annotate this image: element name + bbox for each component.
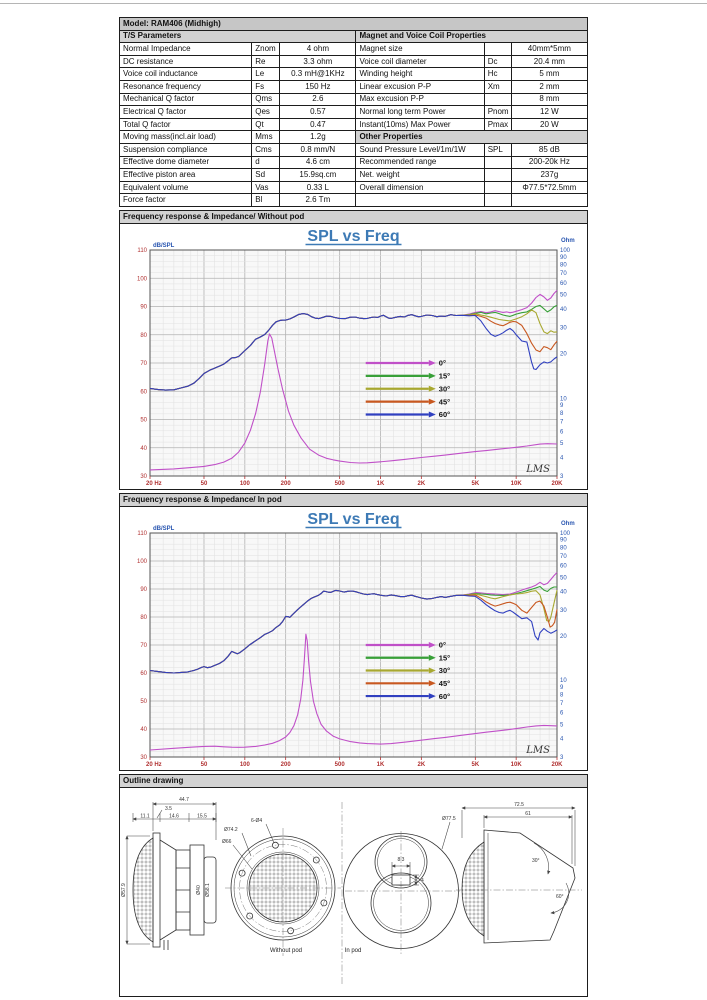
y-left-tick-label: 100: [136, 558, 147, 565]
spec-symbol: [484, 169, 511, 182]
x-tick-label: 1K: [376, 761, 385, 768]
y-right-tick-label: 60: [560, 280, 567, 287]
x-tick-label: 500: [334, 761, 345, 768]
grid: [150, 250, 557, 476]
spec-value: 8 mm: [511, 93, 587, 106]
table-header-row: [120, 30, 588, 43]
legend-label-45deg: 45°: [438, 397, 451, 407]
left-axis-caption: dB/SPL: [153, 525, 175, 532]
spec-value: 12 W: [511, 106, 587, 119]
y-left-tick-label: 90: [140, 586, 147, 593]
spec-symbol: d: [252, 156, 280, 169]
y-right-tick-label: 5: [560, 722, 564, 729]
spec-symbol: Vas: [252, 181, 280, 194]
spec-label: Sound Pressure Level/1m/1W: [356, 143, 484, 156]
dim-40: Ø40: [196, 885, 202, 895]
driver-front-view: [222, 818, 341, 956]
table-row: [120, 169, 588, 182]
x-tick-label: 200: [280, 480, 291, 487]
y-right-tick-label: 30: [560, 607, 567, 614]
x-tick-label: 50: [200, 480, 208, 487]
table-row: [120, 156, 588, 169]
right-axis-caption: Ohm: [561, 520, 575, 527]
grid: [150, 533, 557, 757]
y-left-tick-label: 110: [137, 530, 147, 537]
spec-label: Linear excusion P-P: [356, 80, 484, 93]
y-left-tick-label: 90: [140, 304, 147, 311]
y-right-tick-label: 6: [560, 429, 564, 436]
dim-seg3: 15.5: [197, 813, 207, 820]
spec-symbol: Pmax: [484, 118, 511, 131]
spl-chart-in-pod: [120, 507, 587, 770]
x-tick-label: 1K: [376, 480, 385, 487]
y-right-tick-label: 7: [560, 419, 564, 426]
spec-label: Effective dome diameter: [120, 156, 252, 169]
spec-label: Winding height: [356, 68, 484, 81]
spec-value: 4 ohm: [280, 43, 356, 56]
spec-label: Voice coil inductance: [120, 68, 252, 81]
y-left-tick-label: 100: [136, 276, 147, 283]
spec-label: Overall dimension: [356, 181, 484, 194]
spec-value: 0.8 mm/N: [280, 143, 356, 156]
spec-label: Resonance frequency: [120, 80, 252, 93]
y-right-tick-label: 80: [560, 545, 567, 552]
y-left-tick-label: 110: [137, 247, 147, 254]
lms-signature: LMS: [526, 744, 550, 756]
spec-value: 237g: [511, 169, 587, 182]
spec-label: Magnet size: [356, 43, 484, 56]
spec-value: 200-20k Hz: [511, 156, 587, 169]
dim-neck-width: 8.3: [397, 856, 405, 863]
spec-label: Force factor: [120, 194, 252, 207]
section-header-without-pod: Frequency response & Impedance/ Without pod: [119, 210, 588, 223]
legend-label-30deg: 30°: [438, 384, 451, 394]
spec-label: Electrical Q factor: [120, 106, 252, 119]
dim-581: Ø58.1: [205, 883, 211, 897]
table-row: [120, 118, 588, 131]
y-right-tick-label: 3: [560, 473, 564, 480]
spec-value: 0.57: [280, 106, 356, 119]
y-right-tick-label: 20: [560, 633, 567, 640]
legend-label-15deg: 15°: [438, 371, 451, 381]
spec-symbol: Bl: [252, 194, 280, 207]
spec-label: [356, 194, 484, 207]
right-axis-caption: Ohm: [561, 237, 575, 244]
y-right-tick-label: 9: [560, 403, 564, 410]
legend-label-15deg: 15°: [438, 653, 451, 663]
other-properties-header: Other Properties: [356, 131, 588, 144]
lms-signature: LMS: [526, 463, 550, 475]
y-right-tick-label: 60: [560, 563, 567, 570]
spec-label: Equivalent volume: [120, 181, 252, 194]
spec-value: 2.6 Tm: [280, 194, 356, 207]
spec-label: Mechanical Q factor: [120, 93, 252, 106]
y-right-tick-label: 8: [560, 692, 564, 699]
section-header-in-pod: Frequency response & Impedance/ In pod: [119, 493, 588, 506]
spec-symbol: Znom: [252, 43, 280, 56]
spec-symbol: [484, 43, 511, 56]
spec-label: DC resistance: [120, 55, 252, 68]
table-row: [120, 80, 588, 93]
spec-label: Net. weight: [356, 169, 484, 182]
page-top-rule: [0, 3, 707, 4]
x-tick-label: 500: [334, 480, 345, 487]
y-right-tick-label: 20: [560, 351, 567, 358]
x-tick-label: 2K: [417, 480, 426, 487]
y-left-tick-label: 30: [140, 754, 147, 761]
spec-symbol: Xm: [484, 80, 511, 93]
spec-value: 4.6 cm: [280, 156, 356, 169]
y-right-tick-label: 70: [560, 553, 567, 560]
spec-value: 0.3 mH@1KHz: [280, 68, 356, 81]
spec-value: 2.6: [280, 93, 356, 106]
y-right-tick-label: 50: [560, 575, 567, 582]
dim-seg2: 14.6: [169, 813, 179, 820]
y-right-tick-label: 80: [560, 262, 567, 269]
x-tick-label: 100: [239, 480, 250, 487]
spec-label: Voice coil diameter: [356, 55, 484, 68]
y-left-tick-label: 40: [140, 445, 147, 452]
spec-label: Total Q factor: [120, 118, 252, 131]
spec-table-body: [120, 18, 588, 207]
y-right-tick-label: 3: [560, 754, 564, 761]
x-tick-label: 20 Hz: [146, 480, 162, 487]
y-left-tick-label: 30: [140, 473, 147, 480]
x-tick-label: 20K: [551, 761, 563, 768]
y-right-tick-label: 90: [560, 537, 567, 544]
y-right-tick-label: 8: [560, 410, 564, 417]
section-header-outline: Outline drawing: [119, 774, 588, 787]
x-tick-label: 5K: [471, 761, 480, 768]
ts-parameters-header: T/S Parameters: [120, 30, 356, 43]
spec-label: Max excusion P-P: [356, 93, 484, 106]
y-right-tick-label: 4: [560, 455, 564, 462]
sheet: [119, 17, 588, 997]
x-tick-label: 20K: [551, 480, 563, 487]
spec-symbol: Dc: [484, 55, 511, 68]
x-tick-label: 5K: [471, 480, 480, 487]
without-pod-label: Without pod: [269, 947, 303, 954]
dim-pod-diameter: Ø77.5: [442, 815, 456, 822]
x-tick-label: 10K: [510, 480, 522, 487]
y-right-tick-label: 70: [560, 270, 567, 277]
spec-symbol: [484, 156, 511, 169]
table-row: [120, 43, 588, 56]
spec-label: Recommended range: [356, 156, 484, 169]
spec-label: Suspension compliance: [120, 143, 252, 156]
dim-bolt-circle: Ø74.2: [224, 826, 238, 833]
dim-mount-holes: 6-Ø4: [251, 817, 263, 824]
spec-symbol: Qes: [252, 106, 280, 119]
table-row: [120, 143, 588, 156]
spec-value: 3.3 ohm: [280, 55, 356, 68]
spec-label: Moving mass(incl.air load): [120, 131, 252, 144]
y-right-tick-label: 9: [560, 684, 564, 691]
angle-30-label: 30°: [532, 857, 540, 864]
x-tick-label: 20 Hz: [146, 761, 162, 768]
spec-value: 85 dB: [511, 143, 587, 156]
dim-dome-diameter: Ø57.9: [121, 883, 127, 897]
outline-panel: [119, 787, 588, 997]
spec-value: 40mm*5mm: [511, 43, 587, 56]
y-right-tick-label: 7: [560, 700, 564, 707]
table-row: [120, 68, 588, 81]
spec-symbol: Cms: [252, 143, 280, 156]
model-title: Model: RAM406 (Midhigh): [120, 18, 588, 31]
table-row: [120, 131, 588, 144]
spec-symbol: [484, 93, 511, 106]
spec-value: 1.2g: [280, 131, 356, 144]
y-right-tick-label: 5: [560, 440, 564, 447]
spec-value: 150 Hz: [280, 80, 356, 93]
x-tick-label: 10K: [510, 761, 522, 768]
y-right-tick-label: 50: [560, 292, 567, 299]
x-tick-label: 50: [200, 761, 208, 768]
spec-value: 0.47: [280, 118, 356, 131]
table-row: [120, 181, 588, 194]
spl-chart-without-pod: [120, 224, 587, 489]
y-left-tick-label: 70: [140, 360, 147, 367]
legend-label-0deg: 0°: [438, 640, 446, 650]
dim-total-width: 44.7: [179, 796, 189, 803]
y-right-tick-label: 40: [560, 589, 567, 596]
spec-value: 20 W: [511, 118, 587, 131]
spec-symbol: [484, 181, 511, 194]
spec-symbol: Le: [252, 68, 280, 81]
legend-label-60deg: 60°: [438, 691, 451, 701]
y-right-tick-label: 40: [560, 306, 567, 313]
x-tick-label: 100: [239, 761, 250, 768]
y-right-tick-label: 90: [560, 254, 567, 261]
spec-value: 20.4 mm: [511, 55, 587, 68]
spec-label: Effective piston area: [120, 169, 252, 182]
y-right-tick-label: 6: [560, 710, 564, 717]
spec-label: Normal Impedance: [120, 43, 252, 56]
driver-side-view: [121, 797, 216, 950]
pod-side-view: [456, 802, 582, 943]
legend-label-45deg: 45°: [438, 678, 451, 688]
legend-label-0deg: 0°: [438, 358, 446, 368]
chart-title: SPL vs Freq: [307, 227, 400, 245]
left-axis-caption: dB/SPL: [153, 242, 175, 249]
legend-label-60deg: 60°: [438, 410, 451, 420]
spec-value: 15.9sq.cm: [280, 169, 356, 182]
dim-pod-body: 61: [525, 810, 531, 817]
table-row: [120, 93, 588, 106]
magnet-properties-header: Magnet and Voice Coil Properties: [356, 30, 588, 43]
dim-neck-height: 4: [421, 877, 424, 884]
spec-label: Instant(10ms) Max Power: [356, 118, 484, 131]
in-pod-label: In pod: [344, 947, 362, 954]
chart-title: SPL vs Freq: [307, 510, 400, 528]
y-left-tick-label: 40: [140, 726, 147, 733]
y-left-tick-label: 80: [140, 614, 147, 621]
chart-panel-in-pod: [119, 506, 588, 771]
y-right-tick-label: 30: [560, 325, 567, 332]
spec-symbol: Qt: [252, 118, 280, 131]
y-left-tick-label: 70: [140, 642, 147, 649]
outline-drawing: [120, 788, 587, 996]
table-row: [120, 106, 588, 119]
legend-label-30deg: 30°: [438, 666, 451, 676]
y-left-tick-label: 60: [140, 670, 147, 677]
y-left-tick-label: 80: [140, 332, 147, 339]
spec-symbol: SPL: [484, 143, 511, 156]
spec-label: Normal long term Power: [356, 106, 484, 119]
dim-seg1: 11.1: [140, 813, 150, 820]
y-left-tick-label: 60: [140, 389, 147, 396]
spec-symbol: Mms: [252, 131, 280, 144]
spec-value: 5 mm: [511, 68, 587, 81]
spec-symbol: Re: [252, 55, 280, 68]
spec-symbol: Hc: [484, 68, 511, 81]
y-left-tick-label: 50: [140, 417, 147, 424]
pod-front-view: [344, 816, 461, 956]
model-row: [120, 18, 588, 31]
dim-pod-depth: 72.5: [514, 801, 524, 808]
y-right-tick-label: 4: [560, 736, 564, 743]
y-right-tick-label: 10: [560, 396, 567, 403]
dim-flange-thickness: 3.5: [165, 805, 172, 812]
spec-value: 0.33 L: [280, 181, 356, 194]
y-left-tick-label: 50: [140, 698, 147, 705]
chart-panel-without-pod: [119, 223, 588, 490]
spec-symbol: Fs: [252, 80, 280, 93]
spec-symbol: Pnom: [484, 106, 511, 119]
table-row: [120, 55, 588, 68]
spec-table: [119, 17, 588, 207]
spec-symbol: [484, 194, 511, 207]
angle-60-label: 60°: [556, 893, 564, 900]
spec-symbol: Qms: [252, 93, 280, 106]
x-tick-label: 2K: [417, 761, 426, 768]
y-right-tick-label: 100: [560, 530, 571, 537]
spec-value: Φ77.5*72.5mm: [511, 181, 587, 194]
spec-symbol: Sd: [252, 169, 280, 182]
spec-value: [511, 194, 587, 207]
dim-grille: Ø66: [222, 838, 232, 845]
y-right-tick-label: 100: [560, 247, 571, 254]
x-tick-label: 200: [280, 761, 291, 768]
spec-value: 2 mm: [511, 80, 587, 93]
y-right-tick-label: 10: [560, 677, 567, 684]
table-row: [120, 194, 588, 207]
